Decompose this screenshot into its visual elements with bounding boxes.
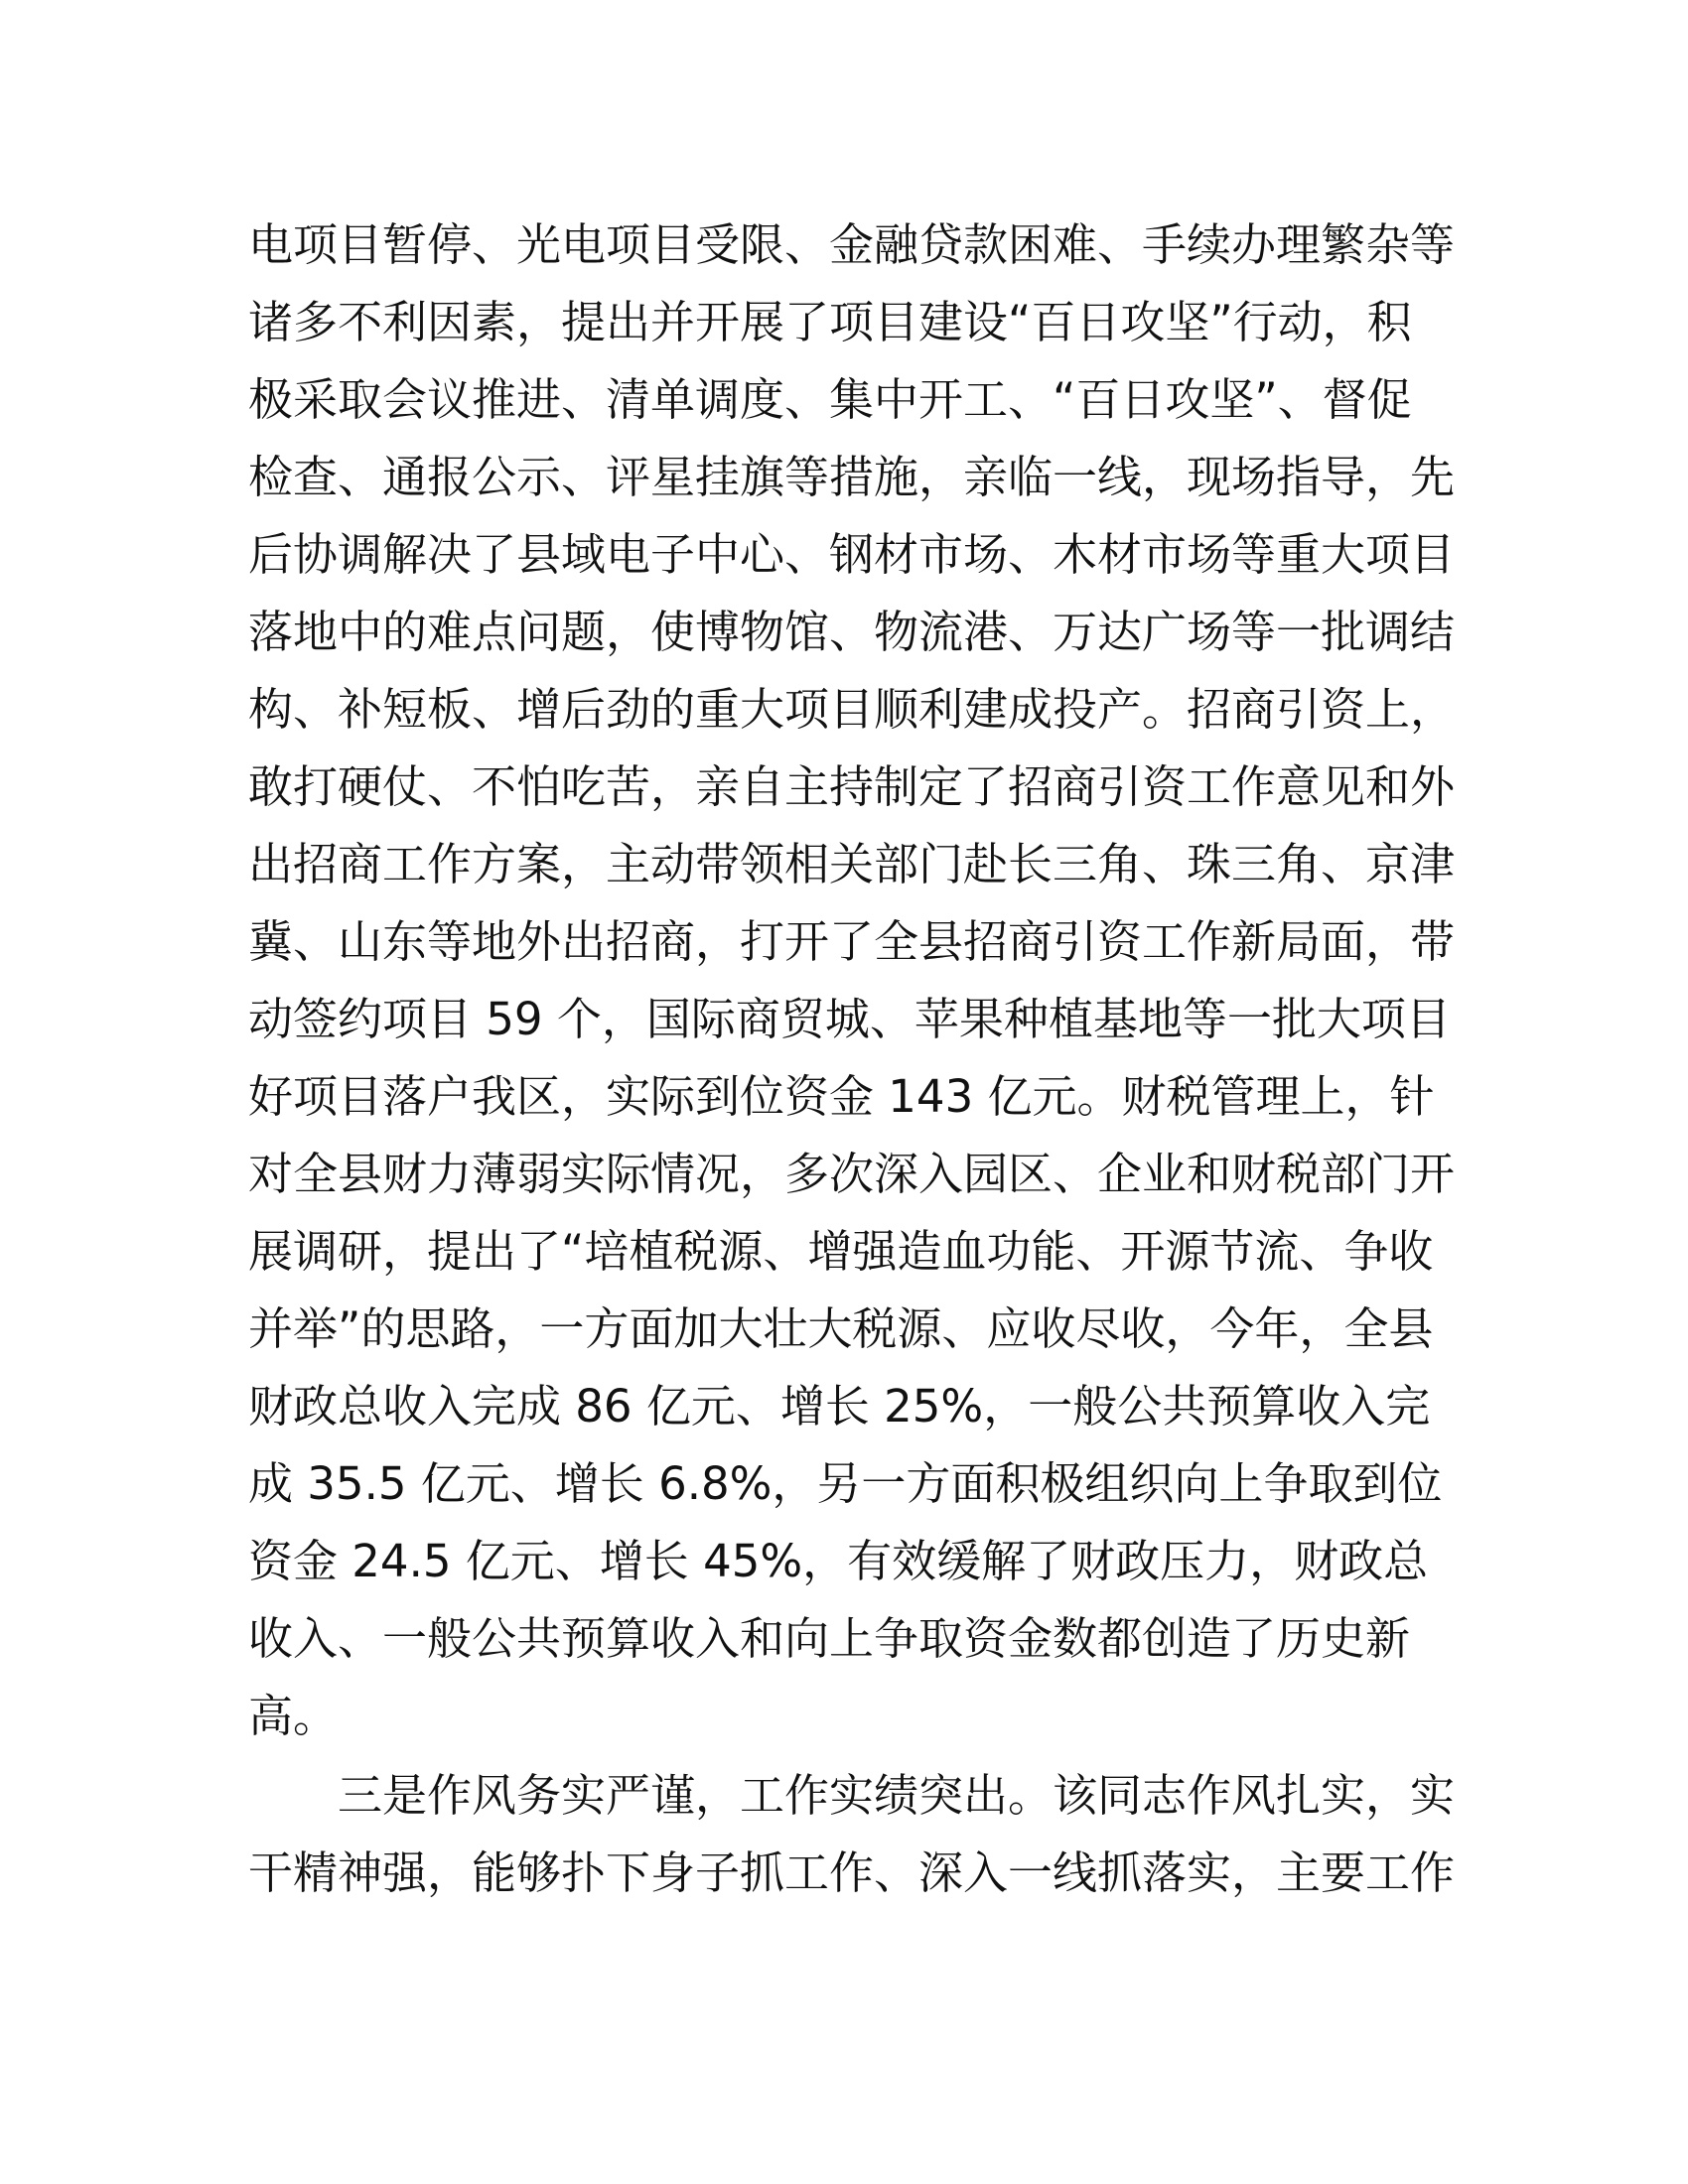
text-line: 好项目落户我区，实际到位资金 143 亿元。财税管理上，针: [248, 1070, 1435, 1123]
text-line: 后协调解决了县域电子中心、钢材市场、木材市场等重大项目: [248, 528, 1456, 581]
text-line: 检查、通报公示、评星挂旗等措施，亲临一线，现场指导，先: [248, 451, 1456, 503]
text-line: 并举”的思路，一方面加大壮大税源、应收尽收，今年，全县: [248, 1302, 1434, 1355]
text-line: 财政总收入完成 86 亿元、增长 25%，一般公共预算收入完: [248, 1380, 1431, 1433]
text-line: 冀、山东等地外出招商，打开了全县招商引资工作新局面，带: [248, 915, 1456, 968]
text-line: 收入、一般公共预算收入和向上争取资金数都创造了历史新: [248, 1612, 1411, 1665]
text-line: 高。: [248, 1690, 339, 1742]
text-line: 落地中的难点问题，使博物馆、物流港、万达广场等一批调结: [248, 606, 1456, 658]
text-line: 敢打硬仗、不怕吃苦，亲自主持制定了招商引资工作意见和外: [248, 760, 1456, 813]
text-line: 出招商工作方案，主动带领相关部门赴长三角、珠三角、京津: [248, 838, 1456, 890]
text-line: 诸多不利因素，提出并开展了项目建设“百日攻坚”行动，积: [248, 296, 1412, 348]
text-line: 干精神强，能够扑下身子抓工作、深入一线抓落实，主要工作: [248, 1846, 1456, 1899]
text-line: 对全县财力薄弱实际情况，多次深入园区、企业和财税部门开: [248, 1148, 1456, 1200]
text-line: 构、补短板、增后劲的重大项目顺利建成投产。招商引资上，: [248, 683, 1456, 736]
text-line: 极采取会议推进、清单调度、集中开工、“百日攻坚”、督促: [248, 373, 1412, 426]
body-paragraph-1: [248, 206, 1456, 1755]
text-line: 电项目暂停、光电项目受限、金融贷款困难、手续办理繁杂等: [248, 218, 1456, 271]
text-line: 三是作风务实严谨，工作实绩突出。该同志作风扎实，实: [248, 1769, 1456, 1822]
text-line: 动签约项目 59 个，国际商贸城、苹果种植基地等一批大项目: [248, 993, 1451, 1045]
text-line: 展调研，提出了“培植税源、增强造血功能、开源节流、争收: [248, 1225, 1434, 1278]
text-line: 成 35.5 亿元、增长 6.8%，另一方面积极组织向上争取到位: [248, 1457, 1443, 1510]
body-paragraph-2: [248, 1757, 1456, 1912]
text-line: 资金 24.5 亿元、增长 45%，有效缓解了财政压力，财政总: [248, 1535, 1429, 1587]
